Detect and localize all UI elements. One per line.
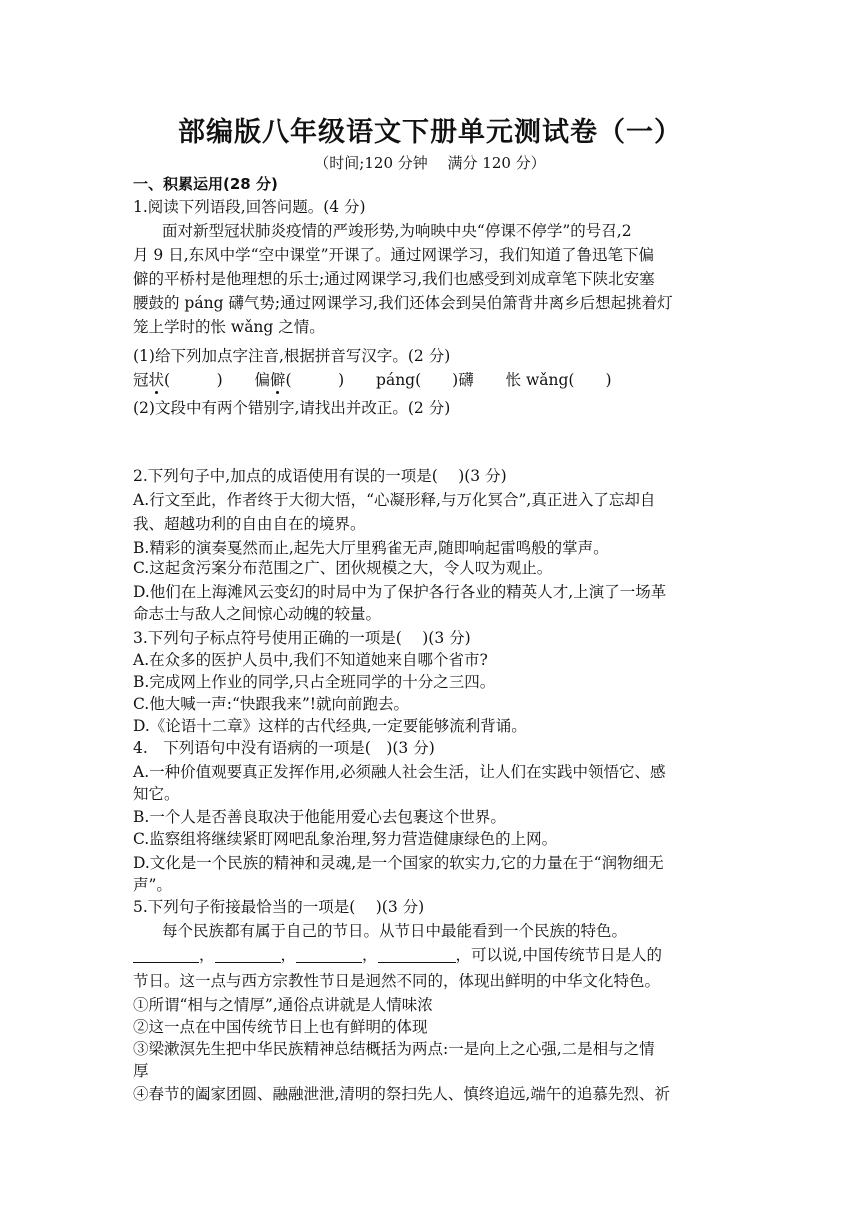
question-stem: 4. 下列语句中没有语病的一项是( )(3 分) [133, 739, 435, 757]
fill-blank[interactable] [215, 946, 281, 963]
choice-line: C.这起贪污案分布范围之广、团伙规模之大，令人叹为观止。 [133, 559, 553, 577]
option-line: ④春节的阖家团圆、融融泄泄,清明的祭扫先人、慎终追远,端午的追慕先烈、祈 [133, 1085, 670, 1103]
answer-blank[interactable]: 冠状( ) [133, 371, 223, 389]
choice-line: C.监察组将继续紧盯网吧乱象治理,努力营造健康绿色的上网。 [133, 830, 558, 848]
sub-question: (2)文段中有两个错别字,请找出并改正。(2 分) [133, 399, 451, 417]
fill-blank[interactable] [378, 946, 456, 963]
dotted-char: 状 [148, 371, 165, 389]
choice-line: B.一个人是否善良取决于他能用爱心去包裹这个世界。 [133, 808, 506, 826]
dotted-char: 僻 [270, 371, 286, 389]
fill-blank[interactable] [133, 946, 199, 963]
question-stem: 3.下列句子标点符号使用正确的一项是( )(3 分) [133, 629, 471, 647]
question-stem: 5.下列句子衔接最恰当的一项是( )(3 分) [133, 898, 425, 916]
answer-blank[interactable]: páng( )礴 [376, 371, 474, 389]
choice-line: B.完成网上作业的同学,只占全班同学的十分之三四。 [133, 673, 496, 691]
passage-line: 每个民族都有属于自己的节日。从节日中最能看到一个民族的特色。 [162, 922, 628, 940]
fill-blank-row: ， ， ， ，可以说,中国传统节日是人的 [133, 944, 733, 966]
exam-subtitle: （时间;120 分钟 满分 120 分） [314, 154, 546, 172]
fill-blank[interactable] [296, 946, 362, 963]
choice-line: 知它。 [133, 785, 180, 803]
answer-blank[interactable]: 偏僻( ) [254, 371, 345, 389]
choice-line: A.行文至此，作者终于大彻大悟，“心凝形释,与万化冥合”,真正进入了忘却自 [133, 491, 656, 509]
passage-line: 腰鼓的 páng 礴气势;通过网课学习,我们还体会到吴伯箫背井离乡后想起挑着灯 [133, 294, 673, 312]
passage-line: 节日。这一点与西方宗教性节日是迥然不同的，体现出鲜明的中华文化特色。 [133, 972, 661, 990]
answer-blank[interactable]: 怅 wǎng( ) [505, 371, 612, 389]
choice-line: B.精彩的演奏戛然而止,起先大厅里鸦雀无声,随即响起雷鸣般的掌声。 [133, 539, 609, 557]
section-heading: 一、积累运用(28 分) [133, 175, 278, 193]
answer-blank-row [133, 369, 733, 391]
option-line: 厚 [133, 1062, 149, 1080]
choice-line: 命志士与敌人之间惊心动魄的较量。 [133, 605, 382, 623]
choice-line: 我、超越功利的自由自在的境界。 [133, 515, 366, 533]
choice-line: D.他们在上海滩风云变幻的时局中为了保护各行各业的精英人才,上演了一场革 [133, 583, 667, 601]
choice-line: 声”。 [133, 876, 172, 894]
sub-question: (1)给下列加点字注音,根据拼音写汉字。(2 分) [133, 347, 451, 365]
option-line: ②这一点在中国传统节日上也有鲜明的体现 [133, 1018, 428, 1036]
choice-line: D.《论语十二章》这样的古代经典,一定要能够流利背诵。 [133, 717, 527, 735]
passage-line: 面对新型冠状肺炎疫情的严竣形势,为响映中央“停课不停学”的号召,2 [162, 222, 632, 240]
option-line: ③梁漱溟先生把中华民族精神总结概括为两点:一是向上之心强,二是相与之情 [133, 1040, 655, 1058]
question-stem: 2.下列句子中,加点的成语使用有误的一项是( )(3 分) [133, 467, 507, 485]
choice-line: A.在众多的医护人员中,我们不知道她来自哪个省市? [133, 651, 488, 669]
passage-line: 僻的平桥村是他理想的乐士;通过网课学习,我们也感受到刘成章笔下陕北安塞 [133, 270, 655, 288]
question-stem: 1.阅读下列语段,回答问题。(4 分) [133, 198, 366, 216]
passage-line: 笼上学时的怅 wǎng 之情。 [133, 318, 325, 336]
exam-title: 部编版八年级语文下册单元测试卷（一） [178, 117, 682, 148]
choice-line: A.一种价值观要真正发挥作用,必须融人社会生活，让人们在实践中领悟它、感 [133, 763, 666, 781]
choice-line: D.文化是一个民族的精神和灵魂,是一个国家的软实力,它的力量在于“润物细无 [133, 854, 664, 872]
option-line: ①所谓“相与之情厚”,通俗点讲就是人情味浓 [133, 996, 433, 1014]
choice-line: C.他大喊一声:“快跟我来”!就向前跑去。 [133, 695, 410, 713]
passage-line: 月 9 日,东风中学“空中课堂”开课了。通过网课学习，我们知道了鲁迅笔下偏 [133, 246, 654, 264]
